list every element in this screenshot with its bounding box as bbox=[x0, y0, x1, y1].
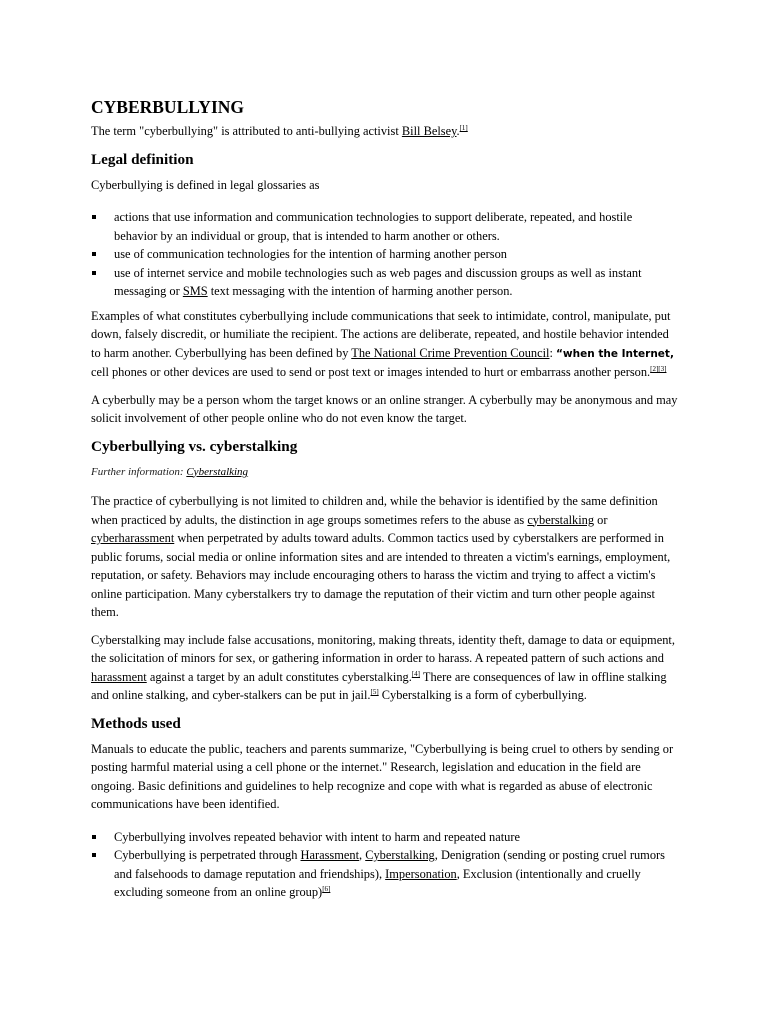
further-information bbox=[91, 463, 678, 482]
bullet-icon bbox=[92, 835, 96, 839]
list-item bbox=[91, 245, 678, 264]
list-item-text: Cyberbullying is perpetrated through bbox=[114, 848, 301, 862]
intro-period: . bbox=[456, 124, 460, 138]
list-item-text: actions that use information and communication technologies to support deliberate, repeated, and hostile behavior by an individual or group, that is intended to harm another or others. bbox=[114, 210, 633, 243]
examples-text: Examples of what constitutes cyberbullying include communications that seek to intimidate, control, manipulate, put down, falsely discredit, or humiliate the recipient. The actions are deliberate, repeated, and hostile behavior intended to harm another. Cyberbullying has been defined by bbox=[91, 308, 671, 360]
list-item bbox=[91, 264, 678, 301]
list-item bbox=[91, 828, 678, 847]
bullet-icon bbox=[92, 252, 96, 256]
cyberstalking-link[interactable]: cyberstalking bbox=[527, 512, 595, 527]
methods-list bbox=[91, 828, 678, 902]
list-item bbox=[91, 846, 678, 902]
impersonation-link[interactable]: Impersonation bbox=[385, 866, 457, 881]
cyberharassment-link[interactable]: cyberharassment bbox=[91, 531, 175, 545]
bullet-icon bbox=[92, 271, 96, 275]
intro-paragraph bbox=[91, 122, 678, 141]
practice-text: The practice of cyberbullying is not limited to children and, while the behavior is identified by the same definition when practiced by adults, the distinction in age groups sometimes refers to the abuse as bbox=[91, 494, 658, 527]
cyberstalking-text-mid2: There are consequences of law in offline stalking and online stalking, and cyber-stalkers can be put in jail. bbox=[91, 669, 667, 702]
ncpc-link[interactable]: The National Crime Prevention Council bbox=[351, 345, 550, 360]
ref-6-link[interactable]: [6] bbox=[322, 885, 331, 893]
list-item-text: use of communication technologies for the intention of harming another person bbox=[114, 247, 507, 261]
cyberstalking-text-mid: against a target by an adult constitutes cyberstalking. bbox=[146, 669, 412, 684]
practice-paragraph bbox=[91, 492, 678, 622]
legal-lead: Cyberbullying is defined in legal glossaries as bbox=[91, 177, 320, 192]
cyberstalking-text: Cyberstalking may include false accusations, monitoring, making threats, identity theft, damage to data or equipment, the solicitation of minors for sex, or gathering information in order to harass. A repeated pattern of such actions and bbox=[91, 632, 675, 665]
ref-1-link[interactable]: [1] bbox=[459, 124, 468, 132]
bullet-icon bbox=[92, 853, 96, 857]
list-item bbox=[91, 208, 678, 245]
examples-paragraph bbox=[91, 307, 678, 382]
practice-or: or bbox=[594, 512, 608, 527]
page-title: CYBERBULLYING bbox=[91, 97, 245, 117]
cyberstalking-paragraph bbox=[91, 631, 678, 705]
harassment-link[interactable]: harassment bbox=[91, 669, 147, 684]
ref-5-link[interactable]: [5] bbox=[370, 688, 379, 696]
list-item-text-after: , Exclusion (intentionally and cruelly excluding someone from an online group) bbox=[114, 866, 641, 899]
anonymous-paragraph: A cyberbully may be a person whom the target knows or an online stranger. A cyberbully may be anonymous and may solicit involvement of other people online who do not even know the target. bbox=[91, 392, 678, 425]
bill-belsey-link[interactable]: Bill Belsey bbox=[401, 124, 457, 138]
harassment-method-link[interactable]: Harassment bbox=[300, 848, 360, 862]
cyberstalking-heading: Cyberbullying vs. cyberstalking bbox=[91, 437, 298, 455]
intro-text: The term "cyberbullying" is attributed to anti-bullying activist bbox=[91, 124, 402, 138]
list-item-text: Cyberbullying involves repeated behavior with intent to harm and repeated nature bbox=[114, 829, 521, 844]
methods-heading: Methods used bbox=[91, 714, 181, 732]
list-item-text: text messaging with the intention of harming another person. bbox=[207, 284, 513, 298]
methods-paragraph: Manuals to educate the public, teachers and parents summarize, "Cyberbullying is being cruel to others by sending or posting harmful material using a cell phone or the internet." Research, legislation and education in the field are ongoing. Basic definitions and guidelines to help recognize and cope with what is regarded as abuse of electronic communications have been identified. bbox=[91, 741, 674, 811]
cyberstalking-method-link[interactable]: Cyberstalking bbox=[365, 848, 435, 862]
ref-2-3-link[interactable]: [2][3] bbox=[650, 365, 667, 373]
further-label: Further information: bbox=[91, 465, 187, 478]
legal-definition-heading: Legal definition bbox=[91, 150, 194, 168]
examples-text-after: cell phones or other devices are used to send or post text or images intended to hurt or embarrass another person. bbox=[91, 365, 651, 379]
cyberstalking-text-after: Cyberstalking is a form of cyberbullying. bbox=[378, 688, 587, 702]
list-sep: , bbox=[359, 848, 366, 862]
sms-link[interactable]: SMS bbox=[182, 284, 208, 298]
list-item-text: use of internet service and mobile technologies such as web pages and discussion groups as well as instant messaging or bbox=[114, 265, 642, 298]
list-item-text-mid: , Denigration (sending or posting cruel rumors and falsehoods to damage reputation and friendships), bbox=[114, 848, 665, 881]
ref-4-link[interactable]: [4] bbox=[411, 669, 420, 678]
legal-definition-list bbox=[91, 208, 678, 301]
bullet-icon bbox=[92, 215, 96, 219]
examples-quote: “when the Internet, bbox=[556, 347, 674, 360]
cyberstalking-further-link[interactable]: Cyberstalking bbox=[186, 465, 249, 478]
practice-text-after: when perpetrated by adults toward adults. Common tactics used by cyberstalkers are performed in public forums, social media or online information sites and are intended to threaten a victim's earnings, employment, reputation, or safety. Behaviors may include encouraging others to harass the victim and trying to affect a victim's online participation. Many cyberstalkers try to damage the reputation of their victim and turn other people against them. bbox=[91, 531, 671, 619]
examples-colon: : bbox=[549, 345, 557, 360]
